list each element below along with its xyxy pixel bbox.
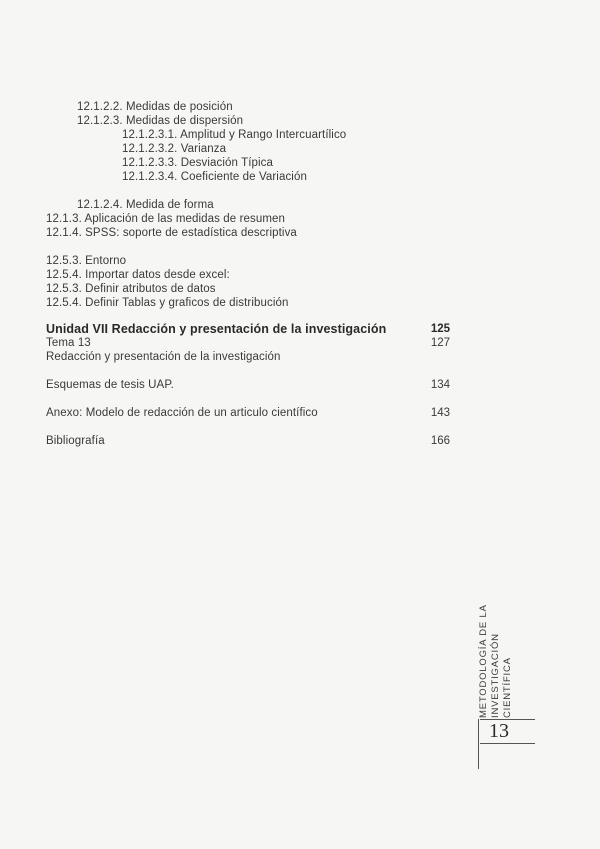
toc-entry: 12.1.2.2. Medidas de posición (77, 101, 233, 113)
toc-entry: 12.1.2.3.4. Coeficiente de Variación (122, 171, 307, 183)
toc-entry: 12.1.4. SPSS: soporte de estadística descriptiva (46, 227, 297, 239)
toc-entry: 12.1.2.4. Medida de forma (77, 199, 214, 211)
entry-bibliografia-page: 166 (430, 435, 450, 447)
book-title-line2: INVESTIGACIÓN CIENTÍFICA (490, 633, 513, 718)
page-number: 13 (489, 720, 509, 742)
entry-anexo: Anexo: Modelo de redacción de un articulo científico (46, 407, 318, 419)
toc-entry: 12.1.2.3.2. Varianza (122, 143, 227, 155)
toc-entry: 12.1.2.3. Medidas de dispersión (77, 115, 244, 127)
toc-entry: 12.5.4. Importar datos desde excel: (46, 269, 230, 281)
book-title-vertical (478, 578, 533, 718)
entry-esquemas-page: 134 (430, 379, 450, 391)
side-divider-vertical (478, 719, 479, 769)
entry-anexo-page: 143 (430, 407, 450, 419)
entry-bibliografia: Bibliografía (46, 435, 105, 447)
toc-entry: 12.5.3. Definir atributos de datos (46, 283, 216, 295)
unit-page-number: 125 (430, 323, 450, 335)
book-title-line1: METODOLOGÍA DE LA (478, 604, 489, 718)
tema-label: Tema 13 (46, 337, 91, 349)
entry-esquemas: Esquemas de tesis UAP. (46, 379, 174, 391)
toc-entry: 12.5.4. Definir Tablas y graficos de distribución (46, 297, 289, 309)
toc-entry: 12.5.3. Entorno (46, 255, 127, 267)
toc-entry: 12.1.2.3.1. Amplitud y Rango Intercuartílico (122, 129, 347, 141)
toc-entry: 12.1.2.3.3. Desviación Típica (122, 157, 273, 169)
tema-page-number: 127 (430, 337, 450, 349)
unit-title: Unidad VII Redacción y presentación de la investigación (46, 322, 387, 336)
toc-entry: 12.1.3. Aplicación de las medidas de resumen (46, 213, 286, 225)
tema-title: Redacción y presentación de la investigación (46, 351, 281, 363)
side-divider-bottom (480, 743, 535, 744)
